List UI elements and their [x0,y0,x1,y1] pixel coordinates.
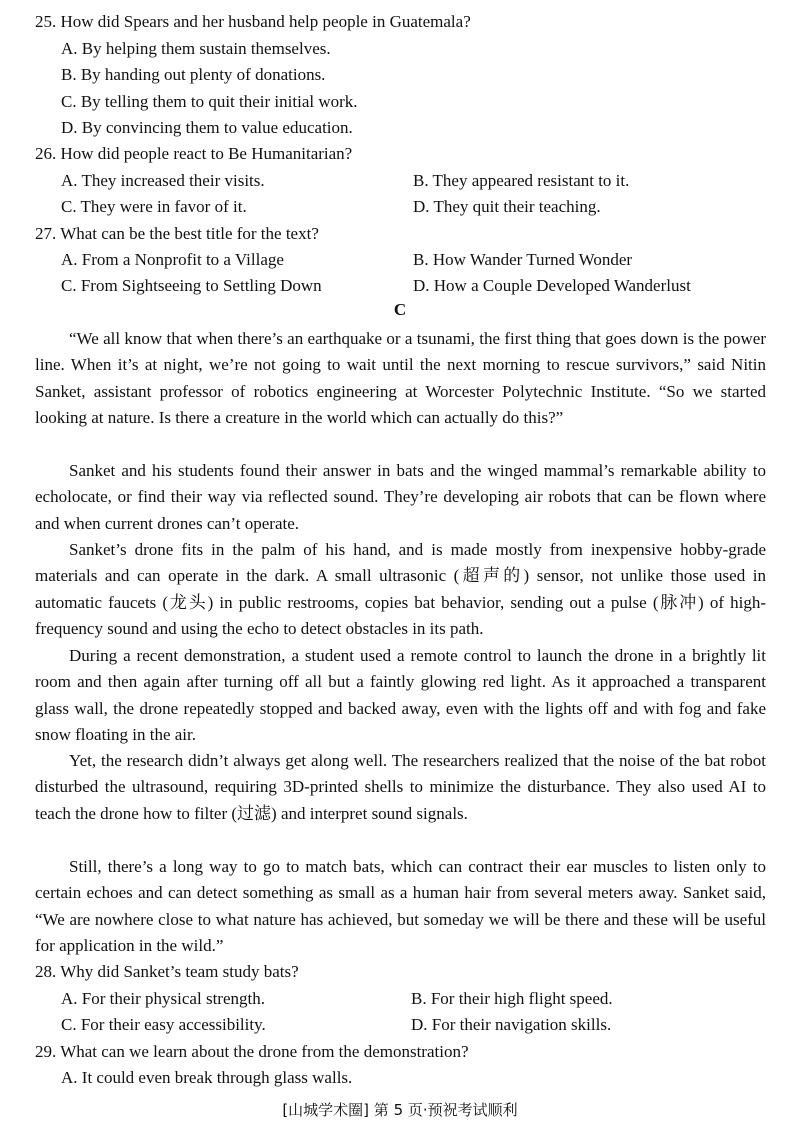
question-27-option-b: B. How Wander Turned Wonder [413,250,633,269]
question-25-option-c: C. By telling them to quit their initial work. [61,92,358,111]
question-26-stem: 26. How did people react to Be Humanitarian? [35,144,353,163]
question-27-option-c: C. From Sightseeing to Settling Down [61,276,322,295]
question-27-option-a: A. From a Nonprofit to a Village [61,250,284,269]
question-25-option-d: D. By convincing them to value education. [61,118,353,137]
question-26-option-a: A. They increased their visits. [61,171,265,190]
question-25-option-a: A. By helping them sustain themselves. [61,39,331,58]
question-28-option-d: D. For their navigation skills. [411,1015,612,1034]
question-27-option-d: D. How a Couple Developed Wanderlust [413,276,691,295]
passage-paragraph-2: Sanket and his students found their answer in bats and the winged mammal’s remarkable ability to echolocate, or find their way via reflected sound. They’re developing air robots that can be flown where and when current drones can’t operate. [35,461,766,533]
question-29-option-a: A. It could even break through glass walls. [61,1068,353,1087]
question-28-option-a: A. For their physical strength. [61,989,265,1008]
question-27-stem: 27. What can be the best title for the text? [35,224,319,243]
passage-paragraph-6: Still, there’s a long way to go to match bats, which can contract their ear muscles to listen only to certain echoes and can detect something as small as a human hair from several meters away. Sanket said, “We are nowhere close to what nature has achieved, but someday we will be there and these will be useful for application in the wild.” [35,857,766,955]
passage-paragraph-1: “We all know that when there’s an earthquake or a tsunami, the first thing that goes down is the power line. When it’s at night, we’re not going to wait until the next morning to rescue survivors,” said Nitin Sanket, assistant professor of robotics engineering at Worcester Polytechnic Institute. “So we started looking at nature. Is there a creature in the world which can actually do this?” [35,329,766,427]
question-25-stem: 25. How did Spears and her husband help people in Guatemala? [35,12,471,31]
passage-paragraph-4: During a recent demonstration, a student used a remote control to launch the drone in a brightly lit room and then again after turning off all but a faintly glowing red light. As it approached a transparent glass wall, the drone repeatedly stopped and backed away, even with the lights off and with fog and fake snow floating in the air. [35,646,766,744]
section-label: C [393,300,407,319]
question-28-stem: 28. Why did Sanket’s team study bats? [35,962,299,981]
question-28-option-b: B. For their high flight speed. [411,989,613,1008]
question-28-option-c: C. For their easy accessibility. [61,1015,266,1034]
question-26-option-c: C. They were in favor of it. [61,197,247,216]
question-26-option-b: B. They appeared resistant to it. [413,171,630,190]
question-25-option-b: B. By handing out plenty of donations. [61,65,326,84]
page-footer: [山城学术圈] 第 5 页·预祝考试顺利 [282,1101,518,1119]
passage-paragraph-5: Yet, the research didn’t always get along well. The researchers realized that the noise of the bat robot disturbed the ultrasound, requiring 3D-printed shells to minimize the disturbance. They also used AI to teach the drone how to filter (过滤) and interpret sound signals. [35,751,766,823]
question-26-option-d: D. They quit their teaching. [413,197,601,216]
question-29-stem: 29. What can we learn about the drone from the demonstration? [35,1042,469,1061]
passage-paragraph-3: Sanket’s drone fits in the palm of his hand, and is made mostly from inexpensive hobby-grade materials and can operate in the dark. A small ultrasonic (超声的) sensor, not unlike those used in automatic faucets (龙头) in public restrooms, copies bat behavior, sending out a pulse (脉冲) of high-frequency sound and using the echo to detect obstacles in its path. [35,540,766,638]
